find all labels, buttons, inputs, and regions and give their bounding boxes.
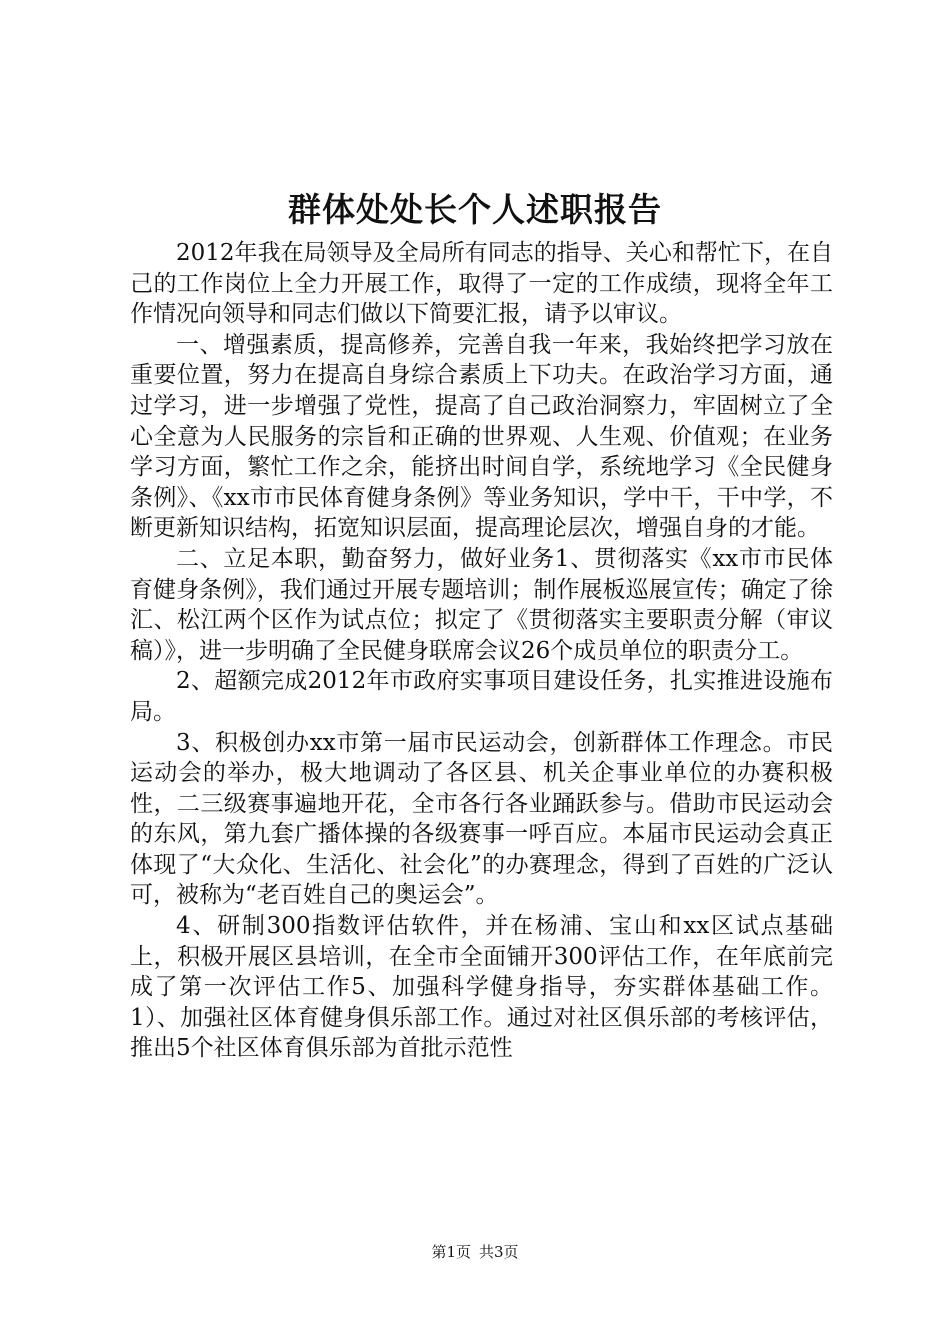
page-number: 第1页 — [431, 1243, 471, 1261]
paragraph-intro: 2012年我在局领导及全局所有同志的指导、关心和帮忙下，在自己的工作岗位上全力开展工作，取得了一定的工作成绩，现将全年工作情况向领导和同志们做以下简要汇报，请予以审议。 — [130, 240, 833, 328]
paragraph-section-2: 二、立足本职，勤奋努力，做好业务1、贯彻落实《xx市市民体育健身条例》，我们通过开展专题培训；制作展板巡展宣传；确定了徐汇、松江两个区作为试点位；拟定了《贯彻落实主要职责分解（审议稿）》，进一步明确了全民健身联席会议26个成员单位的职责分工。 — [130, 545, 833, 664]
document-body — [130, 238, 833, 1064]
page-footer — [0, 1241, 950, 1263]
paragraph-item-3: 3、积极创办xx市第一届市民运动会，创新群体工作理念。市民运动会的举办，极大地调动了各区县、机关企事业单位的办赛积极性，二三级赛事遍地开花，全市各行各业踊跃参与。借助市民运动会的东风，第九套广播体操的各级赛事一呼百应。本届市民运动会真正体现了“大众化、生活化、社会化”的办赛理念，得到了百姓的广泛认可，被称为“老百姓自己的奥运会”。 — [130, 729, 833, 909]
document-title: 群体处处长个人述职报告 — [288, 190, 662, 229]
page-total: 共3页 — [479, 1243, 519, 1261]
paragraph-section-1: 一、增强素质，提高修养，完善自我一年来，我始终把学习放在重要位置，努力在提高自身综合素质上下功夫。在政治学习方面，通过学习，进一步增强了党性，提高了自己政治洞察力，牢固树立了全心全意为人民服务的宗旨和正确的世界观、人生观、价值观；在业务学习方面，繁忙工作之余，能挤出时间自学，系统地学习《全民健身条例》、《xx市市民体育健身条例》等业务知识，学中干，干中学，不断更新知识结构，拓宽知识层面，提高理论层次，增强自身的才能。 — [130, 331, 833, 542]
paragraph-item-2: 2、超额完成2012年市政府实事项目建设任务，扎实推进设施布局。 — [130, 668, 833, 725]
paragraph-item-4: 4、研制300指数评估软件，并在杨浦、宝山和xx区试点基础上，积极开展区县培训，在全市全面铺开300评估工作，在年底前完成了第一次评估工作5、加强科学健身指导，夯实群体基础工作。1）、加强社区体育健身俱乐部工作。通过对社区俱乐部的考核评估，推出5个社区体育俱乐部为首批示范性 — [130, 913, 833, 1062]
